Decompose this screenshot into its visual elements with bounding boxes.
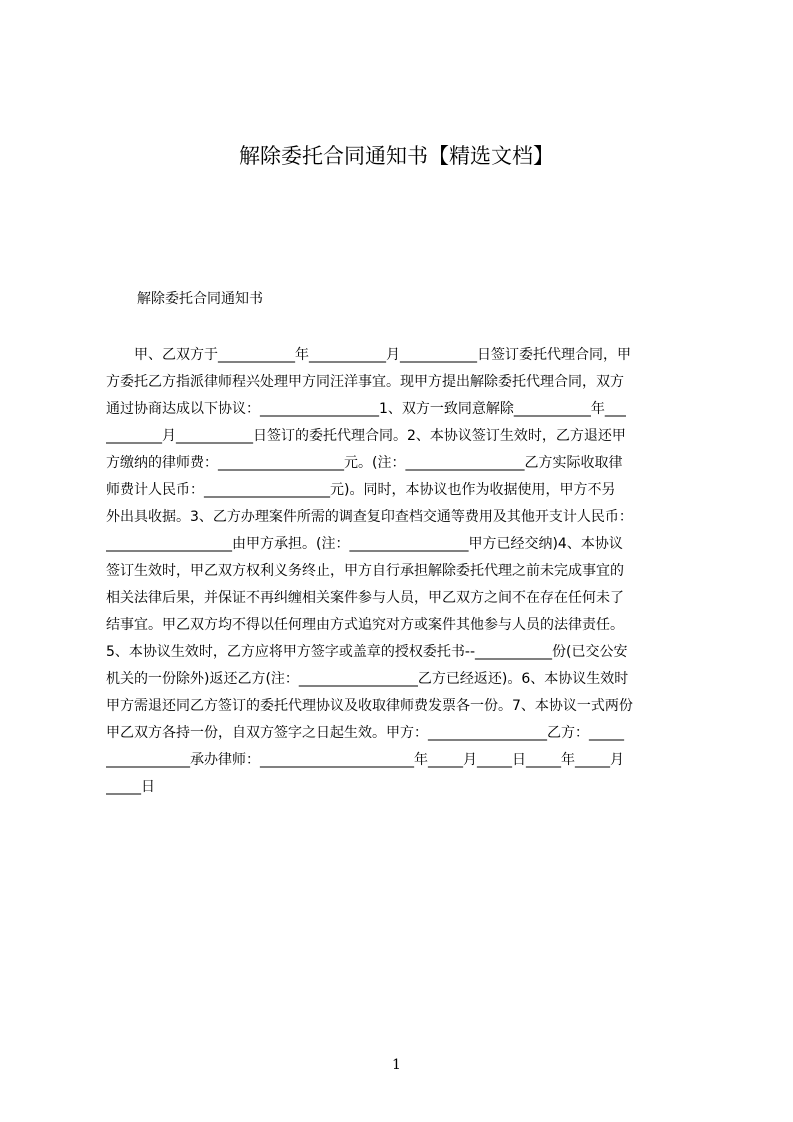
body-line: 签订生效时，甲乙双方权利义务终止，甲方自行承担解除委托代理之前未完成事宜的 [106,563,624,579]
page-number: 1 [392,1057,401,1073]
document-subtitle: 解除委托合同通知书 [137,291,263,307]
body-line: 外出具收据。3、乙方办理案件所需的调查复印查档交通等费用及其他开支计人民币： [106,509,633,525]
body-line: 甲乙双方各持一份，自双方签字之日起生效。甲方：_________________乙方：_____ [106,725,624,741]
body-line: 方委托乙方指派律师程兴处理甲方同汪洋事宜。现甲方提出解除委托代理合同，双方 [106,374,624,390]
body-line: 方缴纳的律师费：__________________元。(注：_________________乙方实际收取律 [106,455,623,471]
document-body [106,342,698,801]
body-line: _____日 [106,779,155,795]
body-line: __________________由甲方承担。(注：_________________甲方已经交纳)4、本协议 [106,536,623,552]
body-line: 机关的一份除外)返还乙方(注：_________________乙方已经返还)。6、本协议生效时 [106,671,629,687]
body-line: 甲方需退还同乙方签订的委托代理协议及收取律师费发票各一份。7、本协议一式两份 [106,698,633,714]
body-line: ________月___________日签订的委托代理合同。2、本协议签订生效时，乙方退还甲 [106,428,626,444]
body-line: 相关法律后果，并保证不再纠缠相关案件参与人员，甲乙双方之间不在存在任何未了 [106,590,624,606]
body-line: 通过协商达成以下协议：_________________1、双方一致同意解除___________年___ [106,401,626,417]
document-title: 解除委托合同通知书【精选文档】 [239,144,554,168]
body-line: 5、本协议生效时，乙方应将甲方签字或盖章的授权委托书--___________份(已交公安 [106,644,628,660]
body-line: 师费计人民币：__________________元)。同时，本协议也作为收据使用，甲方不另 [106,482,616,498]
body-line: 结事宜。甲乙双方均不得以任何理由方式追究对方或案件其他参与人员的法律责任。 [106,617,624,633]
body-line: 甲、乙双方于___________年___________月___________日签订委托代理合同，甲 [106,347,631,363]
body-line: ____________承办律师：______________________年_____月_____日_____年_____月 [106,752,624,768]
